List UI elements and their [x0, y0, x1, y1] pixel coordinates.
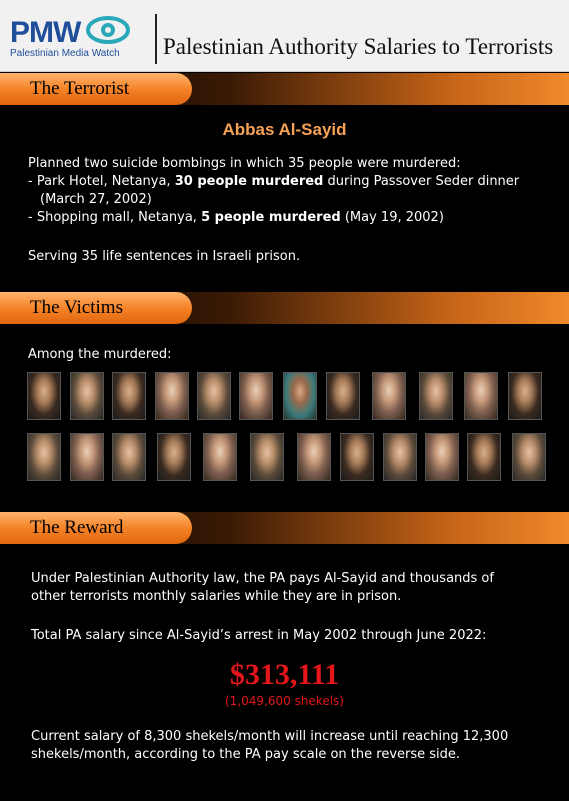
- eye-icon: [86, 14, 130, 46]
- victim-photo: [197, 372, 231, 420]
- victim-photo: [383, 433, 417, 481]
- attack-2-victims: 5 people murdered: [201, 210, 341, 225]
- victim-photo: [419, 372, 453, 420]
- total-salary-shekels: (1,049,600 shekels): [225, 694, 344, 708]
- section-title-terrorist: The Terrorist: [30, 78, 130, 99]
- header-divider: [155, 14, 157, 64]
- current-salary-line-1: Current salary of 8,300 shekels/month will increase until reaching 12,300: [31, 729, 509, 744]
- victim-photo: [250, 433, 284, 481]
- victim-photo: [372, 372, 406, 420]
- victim-photo: [112, 372, 146, 420]
- victim-photo: [27, 433, 61, 481]
- victim-photo: [425, 433, 459, 481]
- victim-photo: [239, 372, 273, 420]
- attack-2-place: - Shopping mall, Netanya,: [28, 210, 197, 225]
- section-title-victims: The Victims: [30, 297, 123, 318]
- total-salary-amount: $313,111: [229, 658, 340, 691]
- page-header: [0, 0, 569, 72]
- page-title: Palestinian Authority Salaries to Terrorists: [163, 34, 554, 59]
- section-header-victims: [0, 292, 569, 324]
- victim-photo: [155, 372, 189, 420]
- pmw-logo: [10, 8, 150, 64]
- terrorist-name: Abbas Al-Sayid: [222, 120, 347, 139]
- attack-1-date: (March 27, 2002): [40, 192, 152, 207]
- section-header-reward: [0, 512, 569, 544]
- victim-photo: [203, 433, 237, 481]
- victim-photo: [70, 372, 104, 420]
- victim-photo: [508, 372, 542, 420]
- victim-photo: [340, 433, 374, 481]
- section-title-reward: The Reward: [30, 517, 124, 538]
- prison-sentence: Serving 35 life sentences in Israeli prison.: [28, 249, 301, 264]
- logo-subtitle: Palestinian Media Watch: [10, 48, 120, 59]
- attack-2: [28, 209, 444, 227]
- reward-text-line-1: Under Palestinian Authority law, the PA pays Al-Sayid and thousands of: [31, 571, 494, 586]
- attack-2-date: (May 19, 2002): [344, 210, 444, 225]
- section-header-terrorist: [0, 73, 569, 105]
- victim-photo: [464, 372, 498, 420]
- victim-photo: [326, 372, 360, 420]
- victim-photo: [112, 433, 146, 481]
- attack-1-detail: during Passover Seder dinner: [327, 174, 520, 189]
- victim-photo: [297, 433, 331, 481]
- victims-intro: Among the murdered:: [28, 347, 172, 362]
- current-salary-line-2: shekels/month, according to the PA pay scale on the reverse side.: [31, 747, 461, 762]
- victim-photo: [27, 372, 61, 420]
- victim-photo: [467, 433, 501, 481]
- victim-photo: [283, 372, 317, 420]
- attack-1-place: - Park Hotel, Netanya,: [28, 174, 171, 189]
- logo-text: PMW: [10, 16, 81, 49]
- attack-1-victims: 30 people murdered: [174, 174, 324, 189]
- total-salary-label: Total PA salary since Al-Sayid’s arrest in May 2002 through June 2022:: [31, 628, 487, 643]
- victim-photo: [157, 433, 191, 481]
- victim-photo: [70, 433, 104, 481]
- reward-text-line-2: other terrorists monthly salaries while they are in prison.: [31, 589, 402, 604]
- victim-photo: [512, 433, 546, 481]
- attack-1: [28, 173, 519, 191]
- bombings-intro: Planned two suicide bombings in which 35 people were murdered:: [28, 156, 461, 171]
